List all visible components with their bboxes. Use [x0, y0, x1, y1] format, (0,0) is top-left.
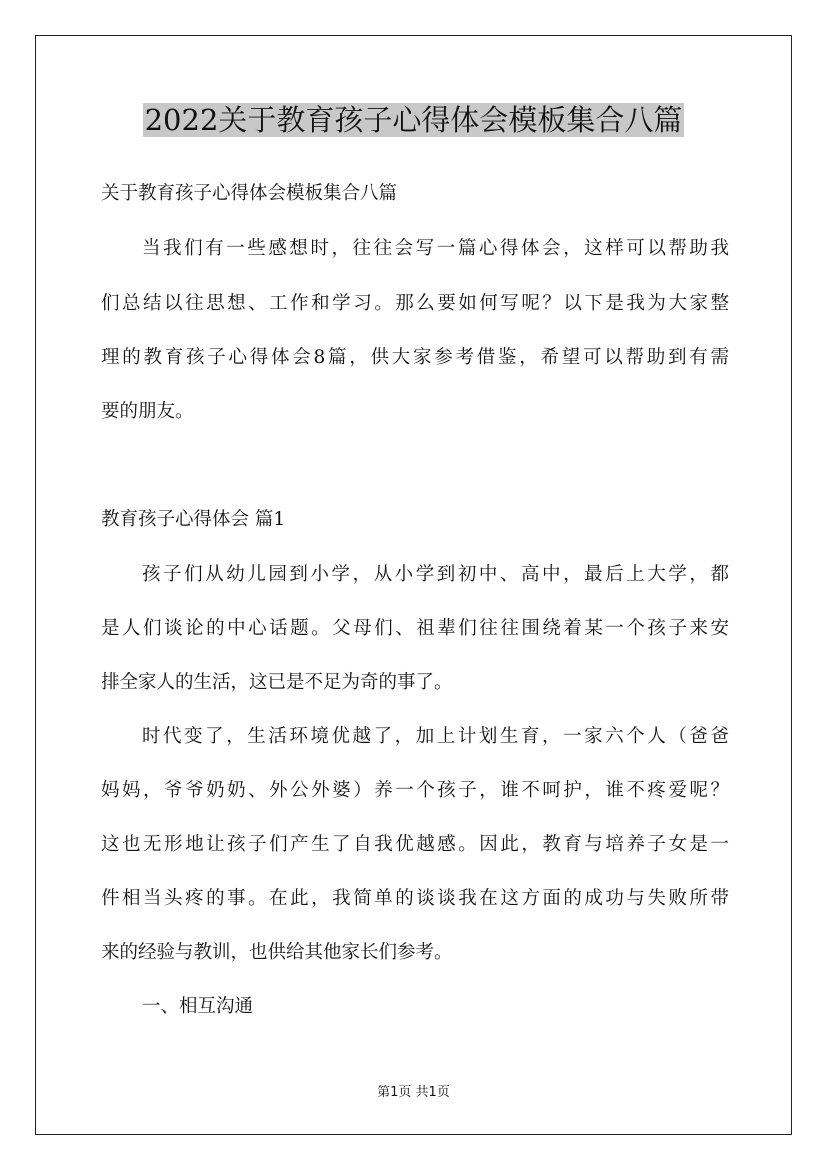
subheading: 一、相互沟通: [142, 996, 254, 1017]
para1-line-3: 排全家人的生活，这已是不足为奇的事了。: [101, 672, 453, 693]
para2-line-1: 时代变了，生活环境优越了，加上计划生育，一家六个人（爸爸: [142, 726, 729, 747]
document-subtitle: 关于教育孩子心得体会模板集合八篇: [101, 183, 398, 204]
page-footer: 第1页 共1页: [377, 1085, 450, 1100]
para2-line-3: 这也无形地让孩子们产生了自我优越感。因此，教育与培养子女是一: [101, 834, 729, 855]
section-heading: 教育孩子心得体会 篇1: [101, 509, 286, 530]
intro-line-1: 当我们有一些感想时，往往会写一篇心得体会，这样可以帮助我: [142, 238, 729, 259]
para2-line-2: 妈妈，爷爷奶奶、外公外婆）养一个孩子，谁不呵护，谁不疼爱呢？: [101, 780, 729, 801]
document-title-text: 2022关于教育孩子心得体会模板集合八篇: [144, 103, 683, 137]
para1-line-2: 是人们谈论的中心话题。父母们、祖辈们往往围绕着某一个孩子来安: [101, 618, 729, 639]
intro-line-3: 理的教育孩子心得体会8篇，供大家参考借鉴，希望可以帮助到有需: [101, 347, 729, 368]
para2-line-5: 来的经验与教训，也供给其他家长们参考。: [101, 942, 453, 963]
document-title: [0, 98, 827, 142]
intro-line-4: 要的朋友。: [101, 401, 194, 422]
para1-line-1: 孩子们从幼儿园到小学，从小学到初中、高中，最后上大学，都: [142, 564, 729, 585]
intro-line-2: 们总结以往思想、工作和学习。那么要如何写呢？以下是我为大家整: [101, 293, 729, 314]
para2-line-4: 件相当头疼的事。在此，我简单的谈谈我在这方面的成功与失败所带: [101, 888, 729, 909]
